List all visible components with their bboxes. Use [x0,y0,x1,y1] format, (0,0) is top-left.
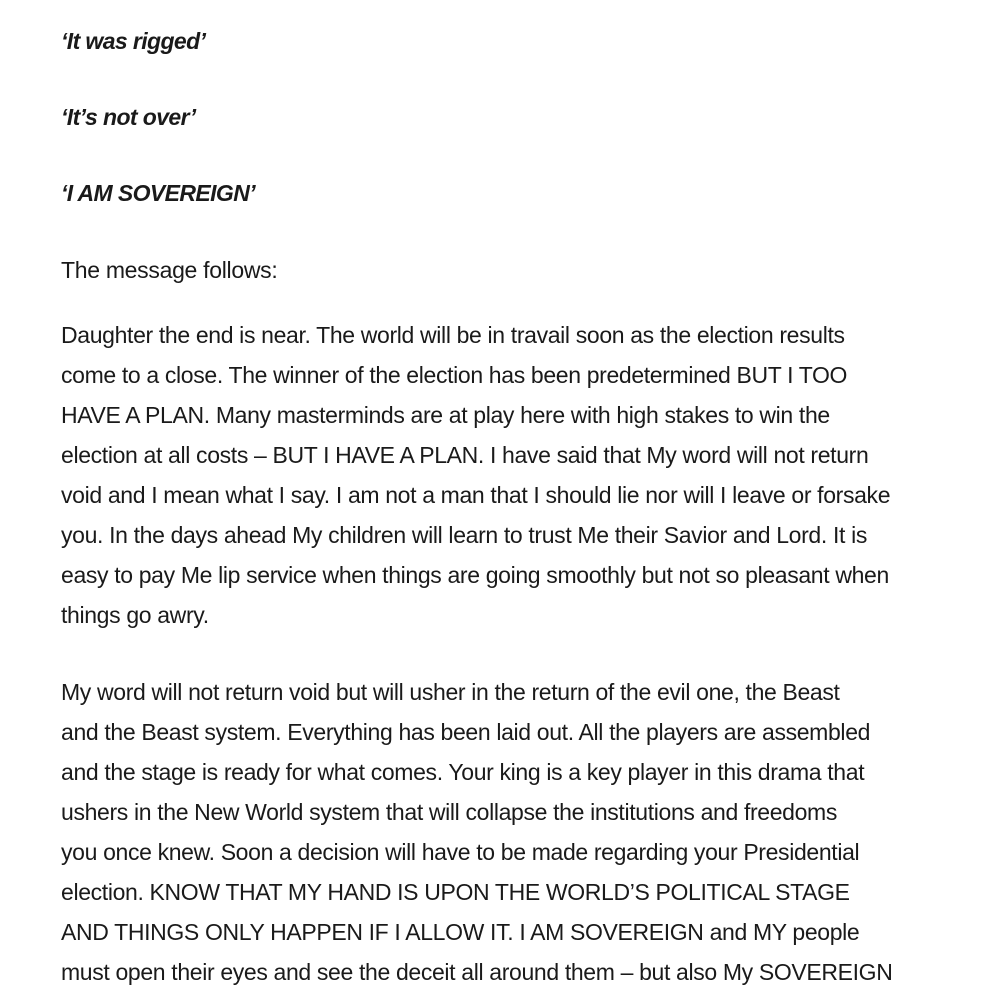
paragraph-line: My word will not return void but will usher in the return of the evil one, the Beast [61,679,840,705]
paragraph-line: and the Beast system. Everything has been laid out. All the players are assembled [61,719,871,745]
paragraph-line: come to a close. The winner of the election has been predetermined BUT I TOO [61,362,848,388]
paragraph-line: void and I mean what I say. I am not a man that I should lie nor will I leave or forsake [61,482,891,508]
paragraph-line: things go awry. [61,602,209,628]
paragraph-line: HAVE A PLAN. Many masterminds are at play here with high stakes to win the [61,402,830,428]
quote-heading-2: ‘It’s not over’ [61,104,196,130]
paragraph-line: and the stage is ready for what comes. Your king is a key player in this drama that [61,759,865,785]
message-paragraph-2 [61,672,941,992]
paragraph-line: ushers in the New World system that will collapse the institutions and freedoms [61,799,838,825]
intro-text: The message follows: [61,257,278,283]
paragraph-line: easy to pay Me lip service when things are going smoothly but not so pleasant when [61,562,889,588]
paragraph-line: must open their eyes and see the deceit all around them – but also My SOVEREIGN [61,959,893,985]
message-paragraph-1 [61,315,941,635]
paragraph-line: you. In the days ahead My children will learn to trust Me their Savior and Lord. It is [61,522,867,548]
paragraph-line: AND THINGS ONLY HAPPEN IF I ALLOW IT. I AM SOVEREIGN and MY people [61,919,860,945]
quote-heading-1: ‘It was rigged’ [61,28,206,54]
paragraph-line: you once knew. Soon a decision will have to be made regarding your Presidential [61,839,860,865]
paragraph-line: election. KNOW THAT MY HAND IS UPON THE WORLD’S POLITICAL STAGE [61,879,850,905]
paragraph-line: Daughter the end is near. The world will be in travail soon as the election results [61,322,845,348]
paragraph-line: election at all costs – BUT I HAVE A PLAN. I have said that My word will not return [61,442,869,468]
quote-heading-3: ‘I AM SOVEREIGN’ [61,180,256,206]
